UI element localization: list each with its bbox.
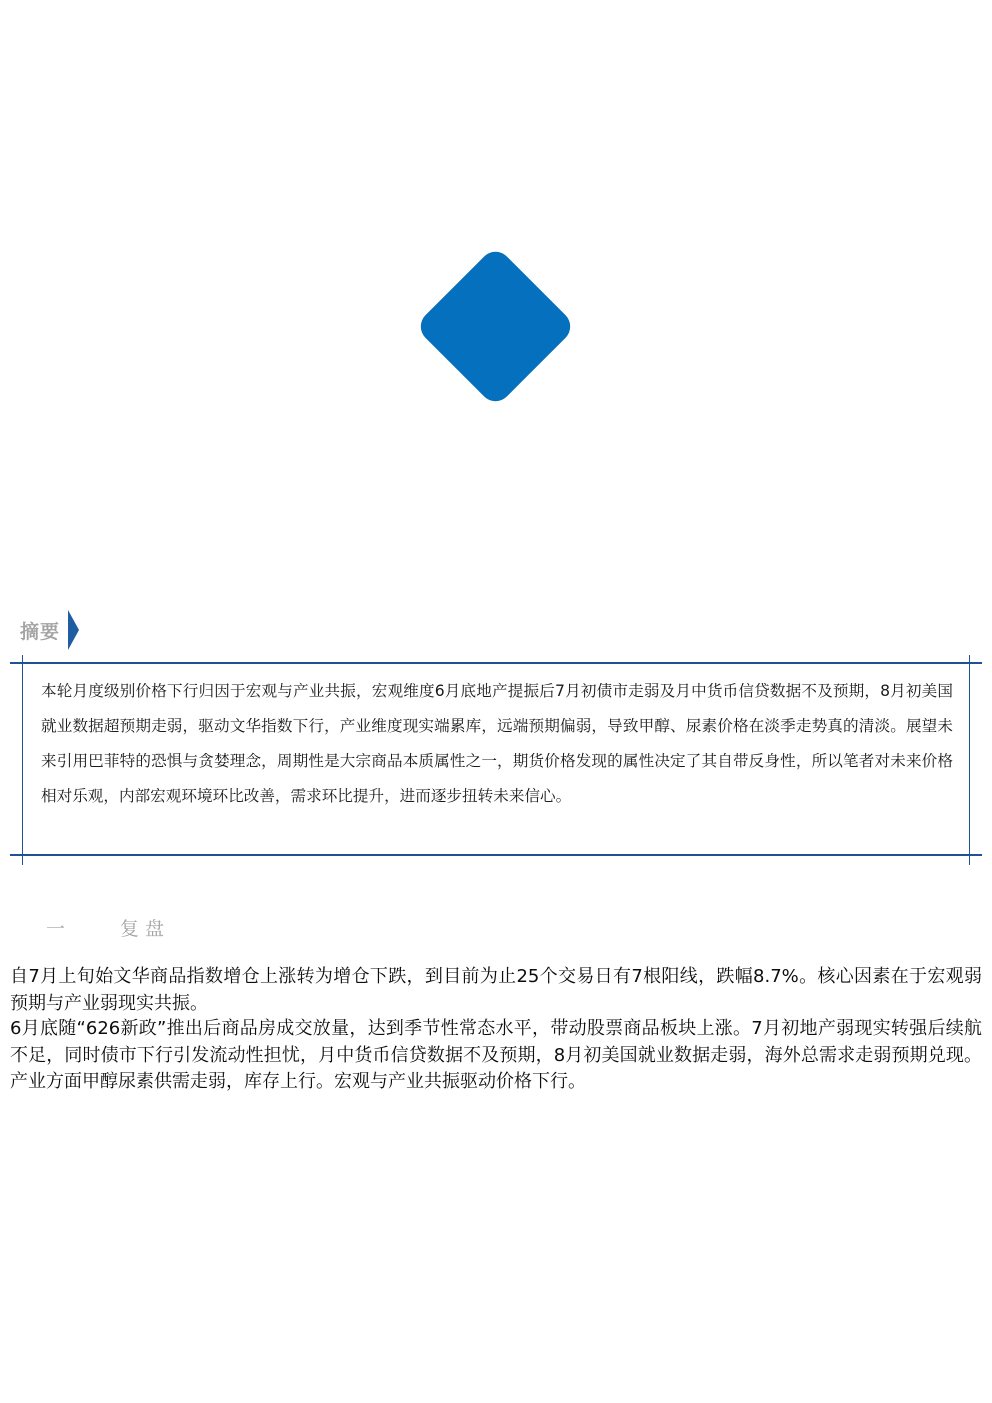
abstract-right-rule (969, 655, 970, 865)
abstract-bottom-rule (10, 854, 982, 856)
section-number: 一 (46, 918, 66, 940)
abstract-left-rule (22, 655, 23, 865)
section-title: 复盘 (120, 918, 171, 940)
abstract-text: 本轮月度级别价格下行归因于宏观与产业共振，宏观维度6月底地产提振后7月初债市走弱及月中货币信贷数据不及预期，8月初美国就业数据超预期走弱，驱动文华指数下行，产业维度现实端累库，远端预期偏弱，导致甲醇、尿素价格在淡季走势真的清淡。展望未来引用巴菲特的恐惧与贪婪理念，周期性是大宗商品本质属性之一，期货价格发现的属性决定了其自带反身性，所以笔者对未来价格相对乐观，内部宏观环境环比改善，需求环比提升，进而逐步扭转未来信心。 (41, 682, 953, 805)
body-paragraph: 自7月上旬始文华商品指数增仓上涨转为增仓下跌，到目前为止25个交易日有7根阳线，跌幅8.7%。核心因素在于宏观弱预期与产业弱现实共振。 (10, 966, 982, 1014)
logo-diamond (414, 245, 577, 408)
abstract-heading: 摘要 (20, 621, 61, 643)
body-paragraph: 6月底随“626新政”推出后商品房成交放量，达到季节性常态水平，带动股票商品板块上涨。7月初地产弱现实转强后续航不足，同时债市下行引发流动性担忧，月中货币信贷数据不及预期，8月初美国就业数据走弱，海外总需求走弱预期兑现。产业方面甲醇尿素供需走弱，库存上行。宏观与产业共振驱动价格下行。 (10, 1018, 982, 1092)
chevron-right-icon (68, 610, 79, 650)
abstract-top-rule (10, 662, 982, 664)
